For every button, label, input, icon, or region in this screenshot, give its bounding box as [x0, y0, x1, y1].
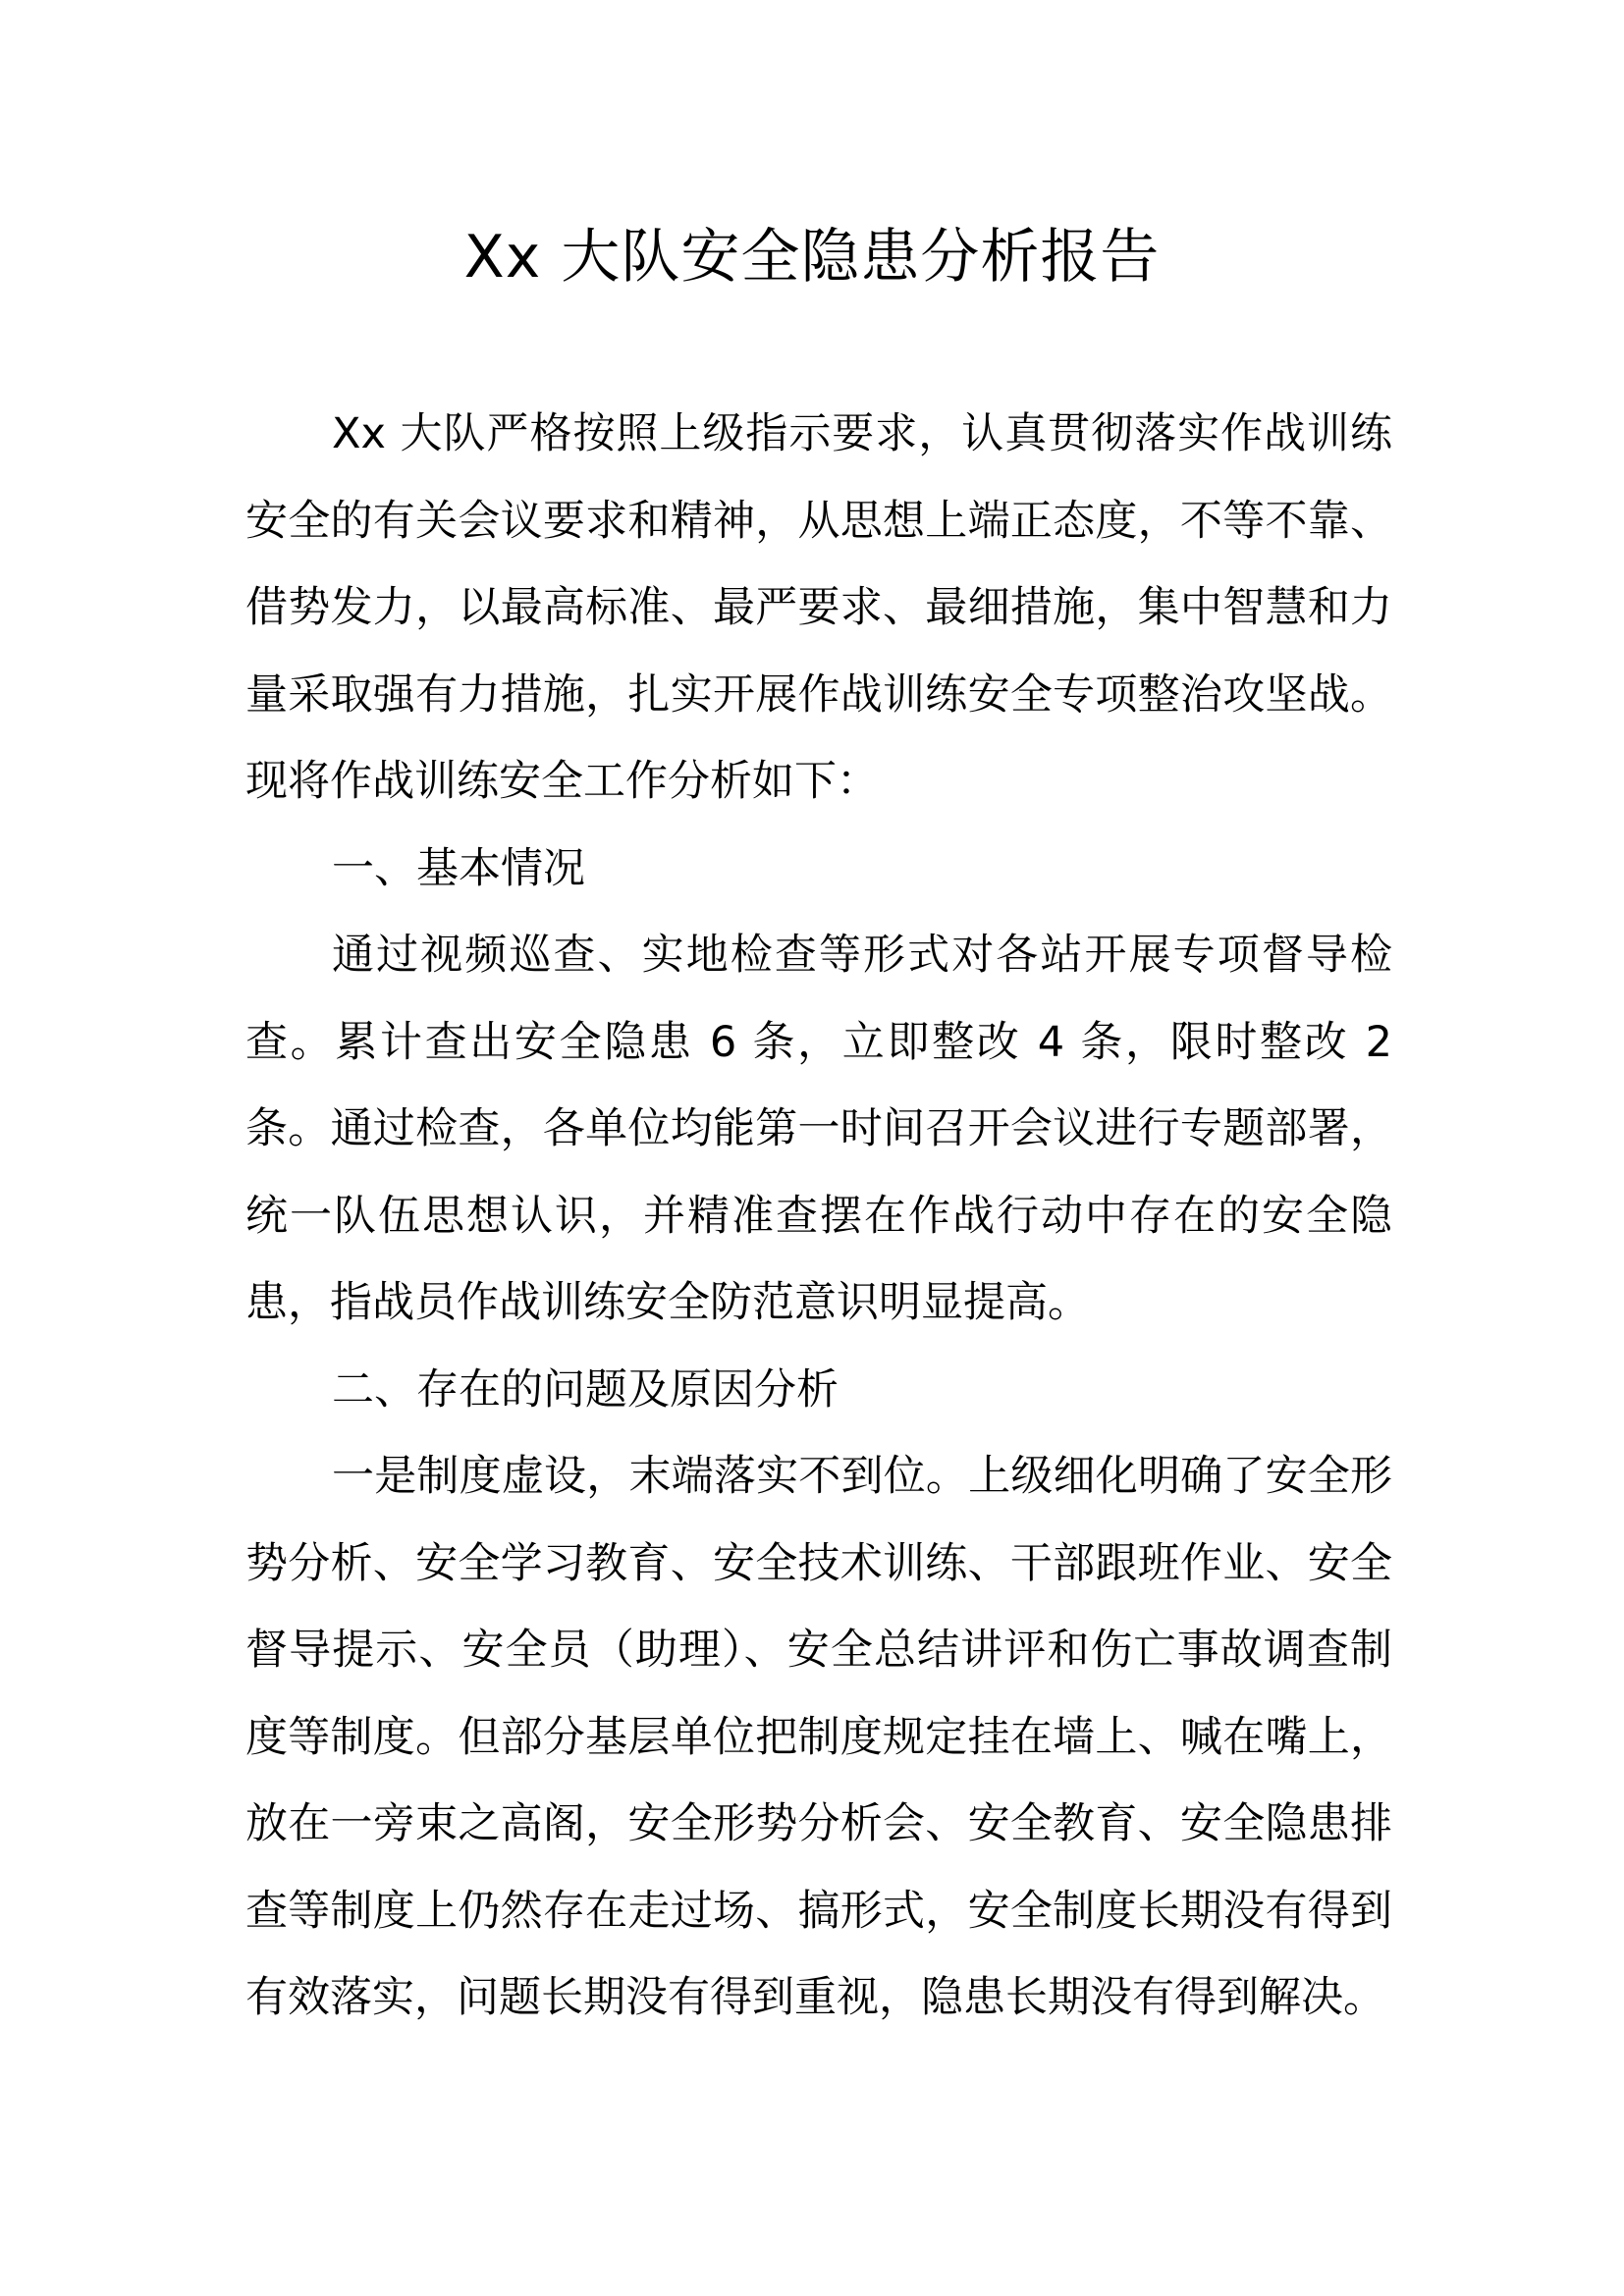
intro-paragraph: Xx 大队严格按照上级指示要求，认真贯彻落实作战训练安全的有关会议要求和精神，从思想上端正态度，不等不靠、借势发力，以最高标准、最严要求、最细措施，集中智慧和力量采取强有力措施，扎实开展作战训练安全专项整治攻坚战。现将作战训练安全工作分析如下： [245, 409, 1392, 806]
section-heading-problems: 二、存在的问题及原因分析 [332, 1364, 839, 1415]
problems-paragraph: 一是制度虚设，末端落实不到位。上级细化明确了安全形势分析、安全学习教育、安全技术训练、干部跟班作业、安全督导提示、安全员（助理）、安全总结讲评和伤亡事故调查制度等制度。但部分基层单位把制度规定挂在墙上、喊在嘴上，放在一旁束之高阁，安全形势分析会、安全教育、安全隐患排查等制度上仍然存在走过场、搞形式，安全制度长期没有得到有效落实，问题长期没有得到重视，隐患长期没有得到解决。 [245, 1452, 1392, 2022]
document-title: Xx 大队安全隐患分析报告 [463, 223, 1161, 292]
basic-situation-paragraph: 通过视频巡查、实地检查等形式对各站开展专项督导检查。累计查出安全隐患 6 条，立即整改 4 条，限时整改 2 条。通过检查，各单位均能第一时间召开会议进行专题部署，统一队伍思想认识，并精准查摆在作战行动中存在的安全隐患，指战员作战训练安全防范意识明显提高。 [245, 931, 1392, 1327]
section-heading-basic-situation: 一、基本情况 [332, 843, 585, 893]
document-body [245, 391, 1392, 2042]
